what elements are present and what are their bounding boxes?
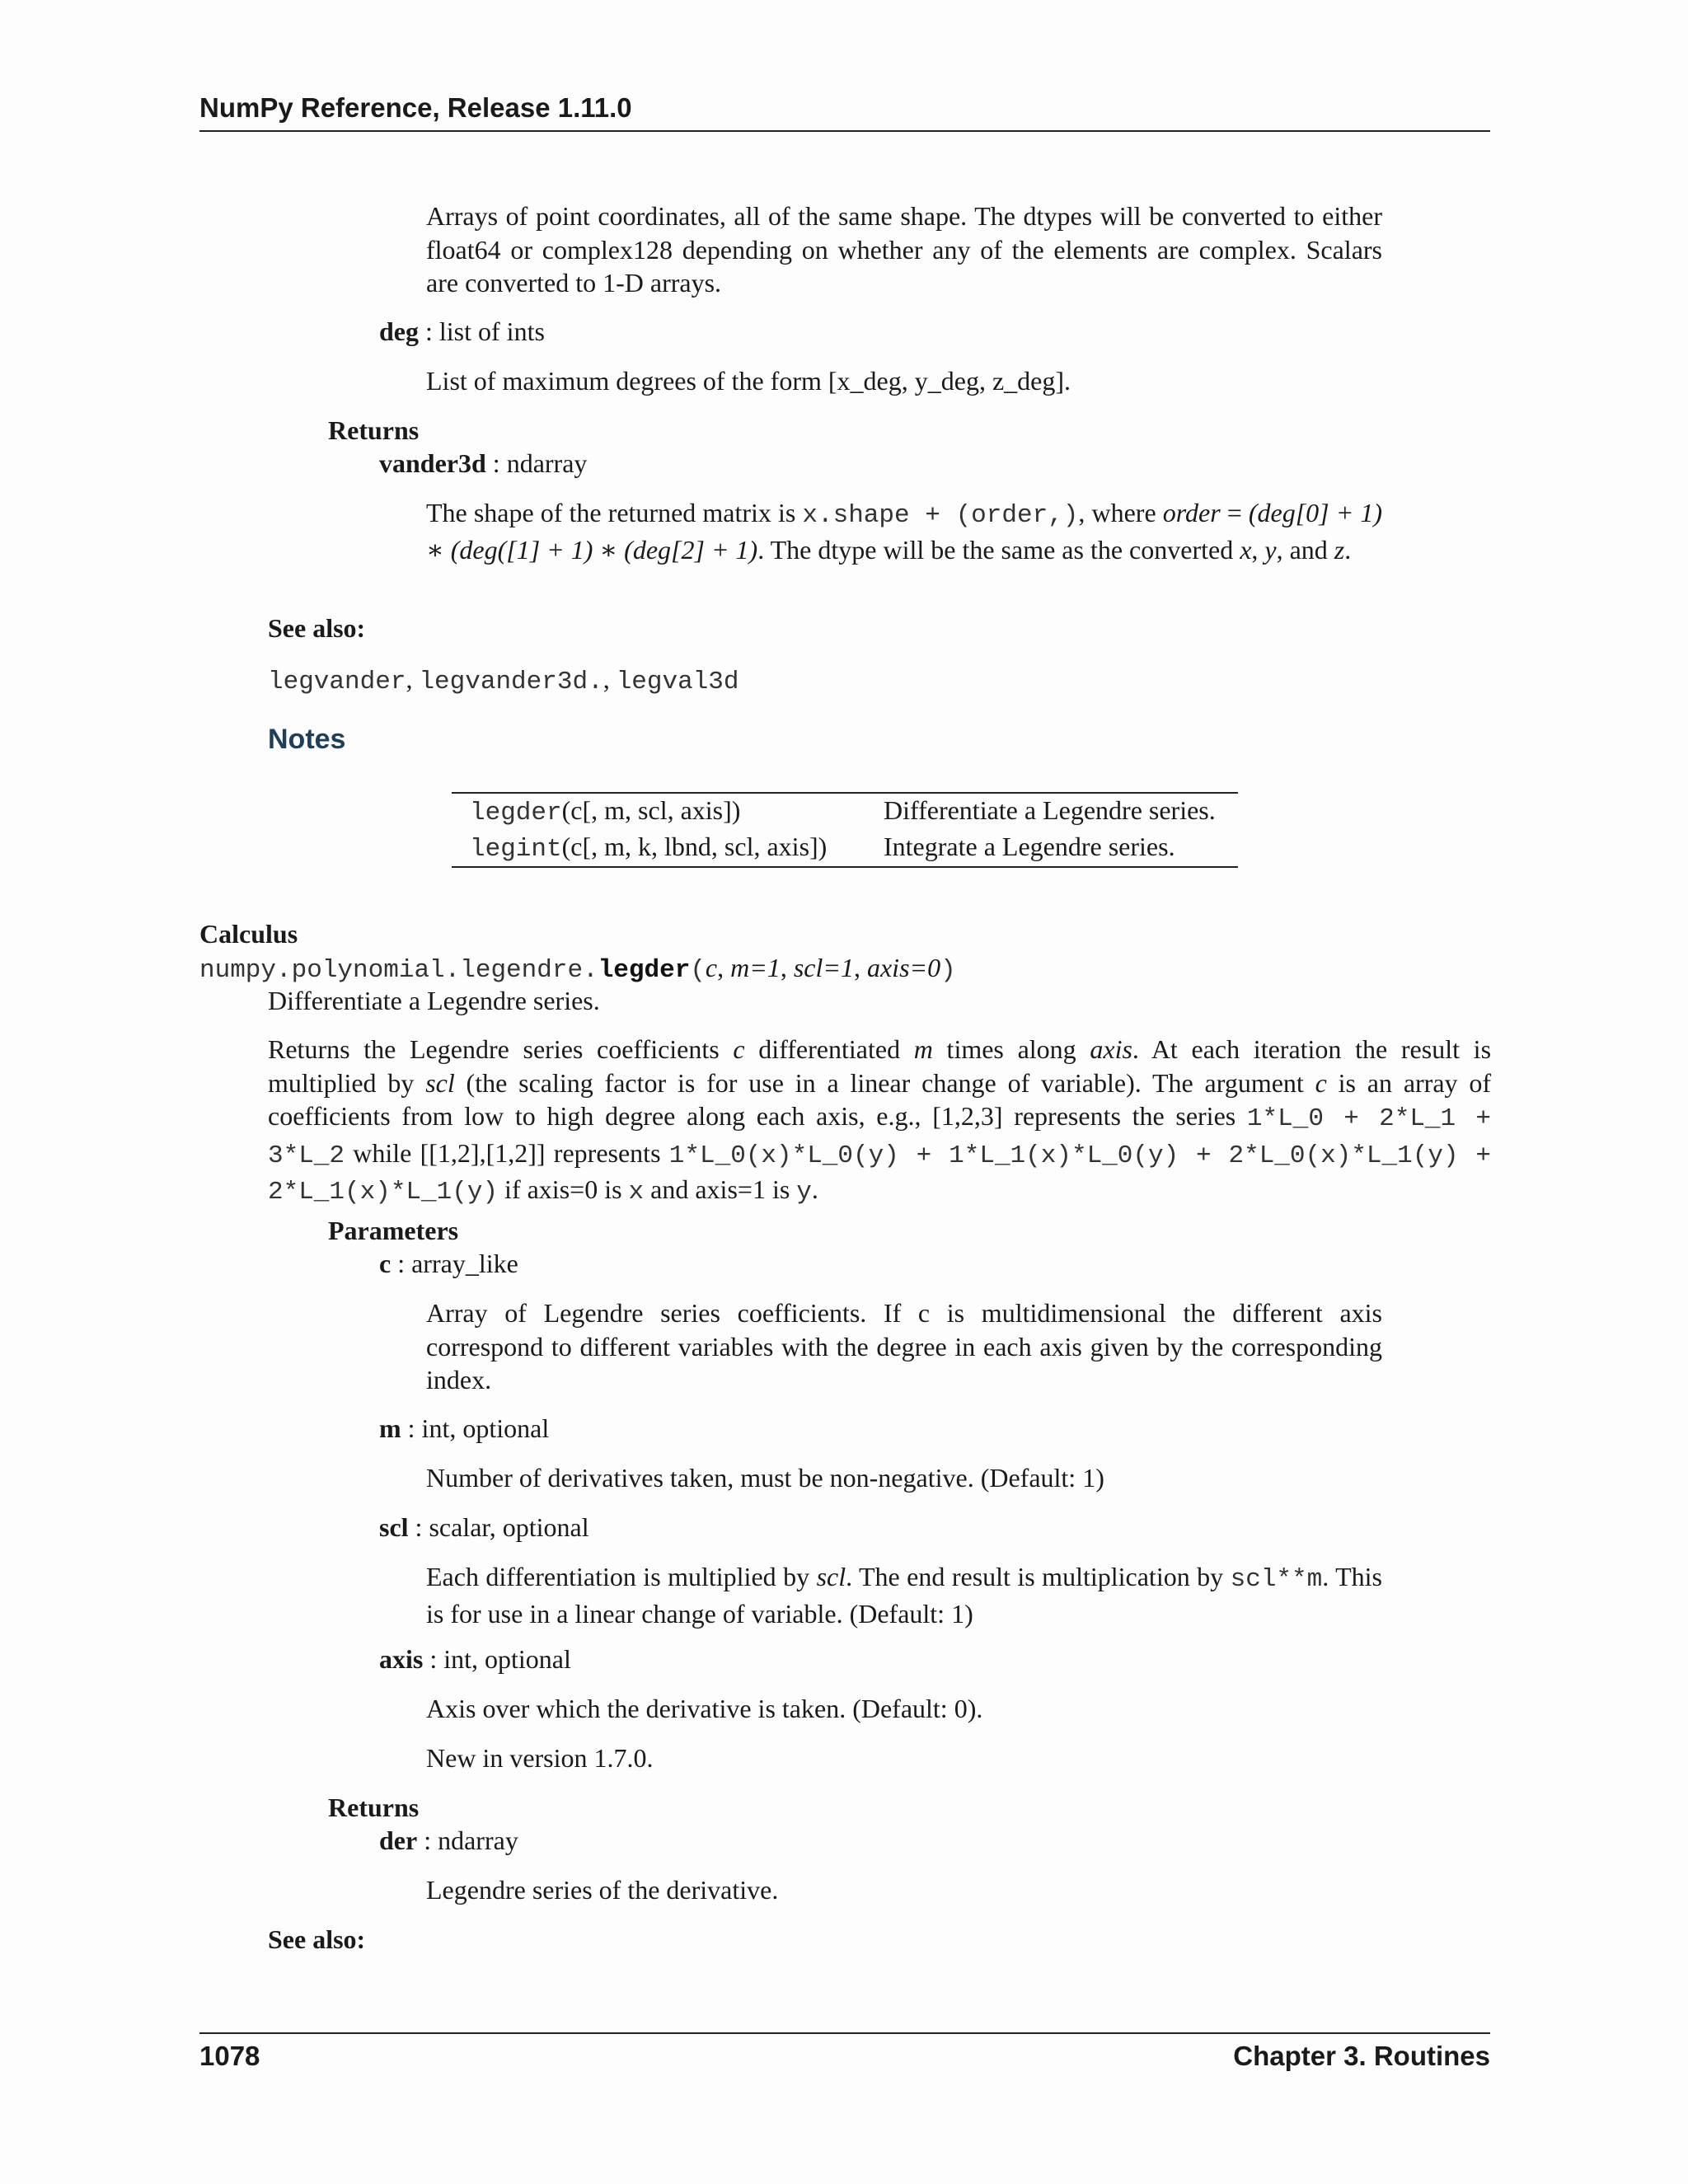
desc-var: m <box>913 1034 933 1064</box>
sep: , <box>406 664 420 694</box>
desc-text: while [[1,2],[1,2]] represents <box>345 1137 669 1168</box>
sig-module: numpy.polynomial.legendre. <box>199 956 598 985</box>
param-c <box>379 1247 518 1281</box>
table-row <box>452 830 1238 867</box>
func-args: (c[, m, k, lbnd, scl, axis]) <box>561 832 828 861</box>
var-z: z <box>1334 534 1345 565</box>
chapter-title: Chapter 3. Routines <box>1233 2041 1490 2071</box>
param-scl <box>379 1511 589 1544</box>
running-header <box>199 92 1490 132</box>
return-type: : ndarray <box>485 448 588 478</box>
return-desc-text: , where <box>1078 498 1156 527</box>
desc-text: differentiated <box>744 1034 914 1064</box>
sig-function: legder <box>598 956 691 985</box>
param-axis <box>379 1643 571 1676</box>
desc-text: . <box>811 1174 818 1204</box>
param-deg-name: deg <box>379 316 419 346</box>
table-cell: Integrate a Legendre series. <box>884 832 1175 861</box>
desc-code: scl**m <box>1230 1565 1323 1594</box>
desc-code: 1*L_0(x)*L_0(y) + 1*L_1(x)*L_0(y) + 2*L_0(x)*L_1(y) + 2*L_1(x)*L_1(y) <box>268 1141 1492 1207</box>
footer-rule <box>199 2032 1490 2034</box>
param-name: scl <box>379 1512 409 1542</box>
table-cell: Differentiate a Legendre series. <box>884 795 1216 825</box>
sep: , <box>717 953 731 982</box>
desc-text: Each differentiation is multiplied by <box>426 1562 817 1591</box>
returns-label-2: Returns <box>328 1793 420 1822</box>
calculus-heading: Calculus <box>199 919 298 949</box>
param-type: : scalar, optional <box>408 1512 589 1542</box>
function-signature <box>199 951 956 987</box>
xyz-description: Arrays of point coordinates, all of the same shape. The dtypes will be converted to either float64 or complex128 depending on whether any of the elements are complex. Scalars are converted to 1-D arrays. <box>426 201 1382 298</box>
param-name: m <box>379 1413 401 1443</box>
desc-code: y <box>796 1178 812 1207</box>
function-description <box>268 1033 1491 1210</box>
returns-label: Returns <box>328 415 420 445</box>
version-note: New in version 1.7.0. <box>426 1743 654 1773</box>
desc-text: times along <box>932 1034 1090 1064</box>
return-desc-text: . The dtype will be the same as the converted <box>757 534 1234 565</box>
function-summary: Differentiate a Legendre series. <box>268 986 600 1015</box>
math-eq: = <box>1220 498 1249 527</box>
desc-var: scl <box>425 1067 455 1098</box>
desc-code: 1*L_0 + 2*L_1 + 3*L_2 <box>268 1104 1492 1170</box>
link-legvander[interactable]: legvander <box>268 668 406 696</box>
sep: , <box>603 664 617 694</box>
param-deg-type: : list of ints <box>419 316 545 346</box>
see-also-label-2: See also: <box>268 1924 366 1954</box>
see-also-links <box>268 663 739 700</box>
desc-text: and axis=1 is <box>644 1174 797 1204</box>
desc-text: is an array of coefficients from low to high degree along each axis, e.g., [1,2,3] represents the series <box>268 1067 1492 1131</box>
return-vander3d <box>379 447 587 480</box>
var-x: x <box>1240 534 1252 565</box>
param-c-description: Array of Legendre series coefficients. If c is multidimensional the different axis correspond to different variables with the degree in each axis given by the corresponding index. <box>426 1298 1382 1394</box>
param-type: : array_like <box>391 1249 518 1278</box>
parameters-label: Parameters <box>328 1216 459 1245</box>
sep: . <box>1344 534 1352 565</box>
notes-summary-table <box>452 792 1238 868</box>
return-name: vander3d <box>379 448 486 478</box>
table-row <box>452 793 1238 830</box>
param-type: : int, optional <box>401 1413 550 1443</box>
table-cell <box>452 830 865 867</box>
param-scl-description <box>426 1560 1382 1630</box>
sig-param: scl=1 <box>793 953 854 982</box>
desc-var: c <box>1315 1067 1327 1098</box>
math-order: order <box>1162 498 1221 527</box>
param-name: c <box>379 1249 392 1278</box>
desc-text: (the scaling factor is for use in a linear change of variable). The argument <box>454 1067 1315 1098</box>
return-der-description: Legendre series of the derivative. <box>426 1875 779 1905</box>
link-legint[interactable]: legint <box>470 835 562 864</box>
return-desc-text: The shape of the returned matrix is <box>426 498 796 527</box>
desc-text: . This is for use in a linear change of variable. (Default: 1) <box>426 1562 1383 1629</box>
param-axis-description: Axis over which the derivative is taken. (Default: 0). <box>426 1694 983 1723</box>
param-name: axis <box>379 1644 424 1674</box>
return-code: x.shape + (order,) <box>802 501 1079 530</box>
sig-paren: ) <box>940 956 956 985</box>
desc-text: . At each iteration the result is multiplied by <box>268 1034 1492 1098</box>
page-number: 1078 <box>199 2041 260 2071</box>
return-der <box>379 1824 518 1858</box>
text-legvander3d: legvander3d. <box>419 668 603 696</box>
desc-text: Returns the Legendre series coefficients <box>268 1034 734 1064</box>
desc-code: x <box>628 1178 645 1207</box>
desc-text: . The end result is multiplication by <box>846 1562 1231 1591</box>
sig-param: c <box>705 953 718 982</box>
return-name: der <box>379 1825 418 1855</box>
link-legval3d[interactable]: legval3d <box>616 668 739 696</box>
func-args: (c[, m, scl, axis]) <box>561 795 741 825</box>
param-m <box>379 1412 549 1446</box>
sig-param: m=1 <box>730 953 781 982</box>
see-also-label: See also: <box>268 613 366 643</box>
return-type: : ndarray <box>417 1825 518 1855</box>
desc-text: if axis=0 is <box>498 1174 629 1204</box>
sep: , <box>853 953 867 982</box>
sep: , and <box>1276 534 1334 565</box>
sep: , <box>1251 534 1265 565</box>
param-deg-description: List of maximum degrees of the form [x_deg, y_deg, z_deg]. <box>426 366 1071 396</box>
header-title: NumPy Reference, Release 1.11.0 <box>199 92 632 123</box>
table-cell <box>452 793 865 830</box>
desc-var: scl <box>816 1562 846 1591</box>
var-y: y <box>1264 534 1277 565</box>
return-description <box>426 496 1382 566</box>
desc-var: axis <box>1090 1034 1132 1064</box>
sig-paren: ( <box>690 956 706 985</box>
desc-var: c <box>733 1034 745 1064</box>
link-legder[interactable]: legder <box>470 799 562 827</box>
math-deg-expression: (deg[0] + 1) ∗ (deg([1] + 1) ∗ (deg[2] + 1) <box>426 498 1383 565</box>
sig-param: axis=0 <box>866 953 941 982</box>
param-deg <box>379 315 545 349</box>
param-m-description: Number of derivatives taken, must be non-negative. (Default: 1) <box>426 1463 1104 1493</box>
notes-heading: Notes <box>268 724 346 755</box>
param-type: : int, optional <box>423 1644 571 1674</box>
sep: , <box>780 953 794 982</box>
